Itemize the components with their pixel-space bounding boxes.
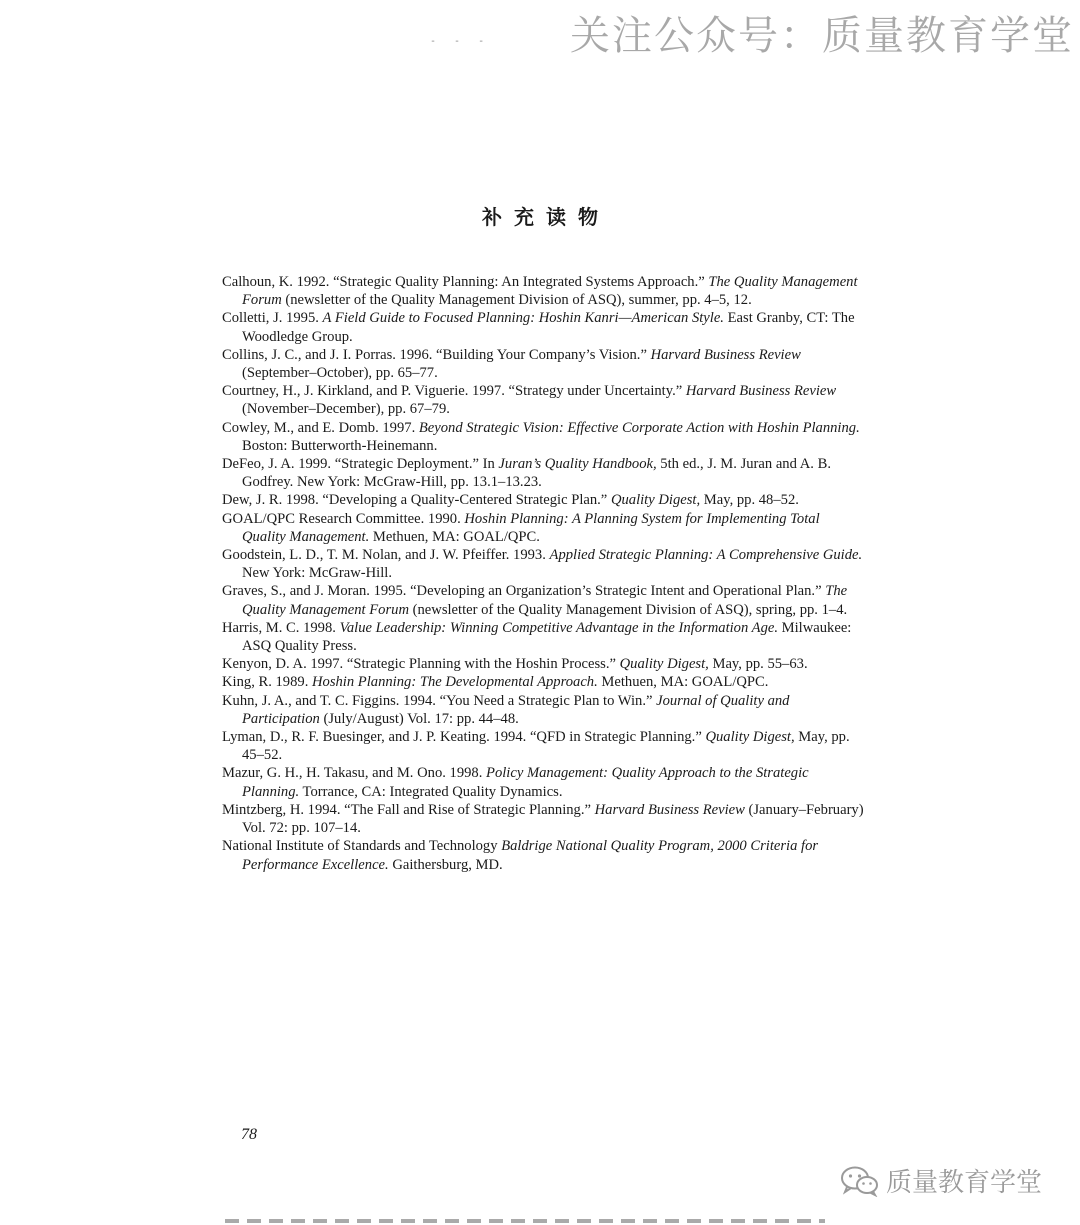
reference-title: A Field Guide to Focused Planning: Hoshin Kanri—American Style.	[322, 310, 724, 327]
reference-entry	[222, 273, 867, 309]
reference-title: Journal of Quality and Participation	[242, 692, 790, 727]
reference-text: 5th ed., J. M. Juran and A. B. Godfrey. New York: McGraw-Hill, pp. 13.1–13.23.	[242, 456, 831, 491]
reference-text: (September–October), pp. 65–77.	[242, 365, 438, 382]
reference-text: Kuhn, J. A., and T. C. Figgins. 1994. “You Need a Strategic Plan to Win.”	[222, 692, 657, 709]
watermark-bottom-text: 质量教育学堂	[886, 1168, 1043, 1198]
reference-title: Harvard Business Review	[685, 383, 837, 400]
reference-entry	[222, 728, 867, 764]
scan-marks: - - -	[430, 36, 491, 47]
reference-text: (newsletter of the Quality Management Division of ASQ), summer, pp. 4–5, 12.	[281, 292, 752, 309]
reference-entry	[222, 382, 867, 418]
reference-entry	[222, 582, 867, 618]
reference-entry	[222, 619, 867, 655]
reference-title: Harvard Business Review	[594, 801, 745, 818]
reference-text: Dew, J. R. 1998. “Developing a Quality-Centered Strategic Plan.”	[222, 492, 611, 509]
reference-text: DeFeo, J. A. 1999. “Strategic Deployment.” In	[222, 456, 499, 473]
reference-text: Kenyon, D. A. 1997. “Strategic Planning with the Hoshin Process.”	[222, 656, 620, 673]
reference-list	[222, 273, 867, 874]
reference-title: Policy Management: Quality Approach to the Strategic Planning.	[242, 765, 809, 800]
reference-title: Hoshin Planning: A Planning System for Implementing Total Quality Management.	[242, 510, 820, 545]
reference-text: Cowley, M., and E. Domb. 1997.	[222, 419, 419, 436]
reference-text: Torrance, CA: Integrated Quality Dynamics.	[299, 783, 563, 800]
page-heading: 补充读物	[482, 205, 610, 229]
reference-text: East Granby, CT: The Woodledge Group.	[242, 310, 855, 345]
reference-entry	[222, 309, 867, 345]
reference-text: Harris, M. C. 1998.	[222, 619, 340, 636]
reference-entry	[222, 491, 867, 509]
reference-text: (November–December), pp. 67–79.	[242, 401, 450, 418]
reference-entry	[222, 673, 867, 691]
reference-text: Methuen, MA: GOAL/QPC.	[597, 674, 769, 691]
reference-title: Juran’s Quality Handbook,	[498, 456, 657, 473]
reference-text: Courtney, H., J. Kirkland, and P. Viguerie. 1997. “Strategy under Uncertainty.”	[222, 383, 686, 400]
reference-text: GOAL/QPC Research Committee. 1990.	[222, 510, 465, 527]
reference-text: Mazur, G. H., H. Takasu, and M. Ono. 1998.	[222, 765, 487, 782]
watermark-bottom	[840, 1162, 1042, 1199]
reference-text: National Institute of Standards and Technology	[222, 838, 502, 855]
reference-title: Harvard Business Review	[650, 346, 801, 363]
reference-text: Boston: Butterworth-Heinemann.	[242, 437, 438, 454]
reference-text: King, R. 1989.	[222, 674, 312, 691]
reference-entry	[222, 546, 867, 582]
reference-entry	[222, 510, 867, 546]
reference-title: Quality Digest,	[619, 656, 709, 673]
reference-text: Graves, S., and J. Moran. 1995. “Developing an Organization’s Strategic Intent and Operational Plan.”	[222, 583, 826, 600]
reference-text: May, pp. 48–52.	[700, 492, 799, 509]
reference-text: Milwaukee: ASQ Quality Press.	[242, 619, 852, 655]
reference-text: Colletti, J. 1995.	[222, 310, 323, 327]
reference-text: Gaithersburg, MD.	[388, 856, 503, 873]
reference-entry	[222, 455, 867, 491]
reference-title: Value Leadership: Winning Competitive Advantage in the Information Age.	[339, 619, 778, 636]
reference-text: May, pp. 45–52.	[242, 729, 850, 764]
reference-entry	[222, 419, 867, 455]
reference-entry	[222, 801, 867, 837]
wechat-icon	[840, 1165, 880, 1197]
reference-text: Calhoun, K. 1992. “Strategic Quality Planning: An Integrated Systems Approach.”	[222, 274, 709, 290]
reference-text: Methuen, MA: GOAL/QPC.	[369, 528, 540, 545]
reference-title: Beyond Strategic Vision: Effective Corporate Action with Hoshin Planning.	[418, 419, 860, 436]
reference-title: Quality Digest,	[610, 492, 701, 509]
scan-edge-divider	[225, 1219, 825, 1223]
reference-text: Lyman, D., R. F. Buesinger, and J. P. Keating. 1994. “QFD in Strategic Planning.”	[222, 729, 706, 746]
reference-text: New York: McGraw-Hill.	[242, 565, 392, 582]
reference-title: The Quality Management Forum	[242, 583, 848, 618]
reference-title: Hoshin Planning: The Developmental Approach.	[312, 674, 598, 691]
reference-text: May, pp. 55–63.	[708, 656, 808, 673]
reference-text: (January–February) Vol. 72: pp. 107–14.	[242, 801, 864, 837]
reference-title: The Quality Management Forum	[242, 274, 858, 309]
reference-text: Goodstein, L. D., T. M. Nolan, and J. W. Pfeiffer. 1993.	[222, 547, 550, 564]
reference-title: Applied Strategic Planning: A Comprehensive Guide.	[549, 547, 863, 564]
watermark-top: 关注公众号：质量教育学堂	[570, 13, 1074, 59]
reference-entry	[222, 837, 867, 873]
reference-title: Quality Digest,	[705, 729, 795, 746]
reference-text: Collins, J. C., and J. I. Porras. 1996. “Building Your Company’s Vision.”	[222, 346, 651, 363]
page-number: 78	[241, 1126, 257, 1143]
reference-title: Baldrige National Quality Program, 2000 Criteria for Performance Excellence.	[242, 838, 819, 873]
reference-entry	[222, 764, 867, 800]
reference-entry	[222, 692, 867, 728]
reference-text: Mintzberg, H. 1994. “The Fall and Rise of Strategic Planning.”	[222, 801, 595, 818]
reference-entry	[222, 346, 867, 382]
reference-entry	[222, 655, 867, 673]
reference-text: (newsletter of the Quality Management Division of ASQ), spring, pp. 1–4.	[409, 601, 848, 618]
reference-text: (July/August) Vol. 17: pp. 44–48.	[319, 710, 519, 727]
